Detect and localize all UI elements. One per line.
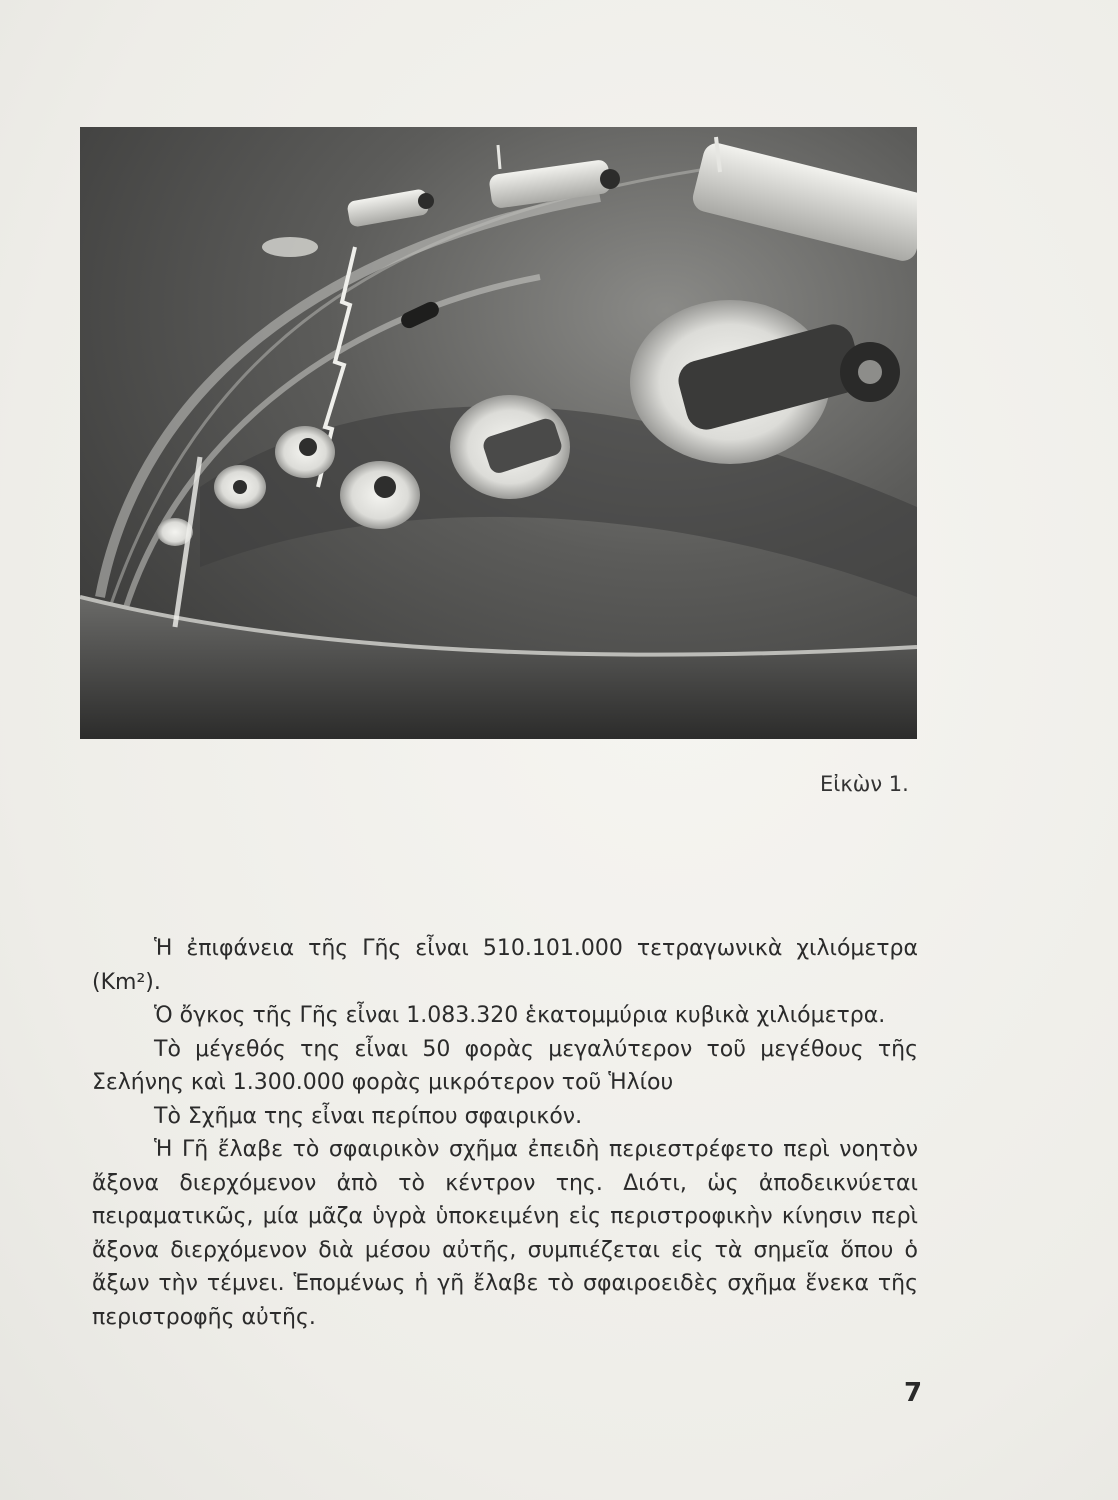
paragraph-rotation-explanation: Ἡ Γῆ ἔλαβε τὸ σφαιρικὸν σχῆμα ἐπειδὴ περιεστρέφετο περὶ νοητὸν ἄξονα διερχόμενον ἀπὸ τὸ κέντρον της. Διότι, ὡς ἀποδεικνύεται πειραματικῶς, μία μᾶζα ὑγρὰ ὑποκειμένη εἰς περιστροφικὴν κίνησιν περὶ ἄξονα διερχόμενον διὰ μέσου αὐτῆς, συμπιέζεται εἰς τὰ σημεῖα ὅπου ὁ ἄξων τὴν τέμνει. Ἑπομένως ἡ γῆ ἔλαβε τὸ σφαιροειδὲς σχῆμα ἕνεκα τῆς περιστροφῆς αὐτῆς. xyxy=(92,1137,918,1330)
body-text xyxy=(92,932,918,1334)
paragraph-shape: Τὸ Σχῆμα της εἶναι περίπου σφαιρικόν. xyxy=(154,1103,583,1129)
space-illustration xyxy=(80,127,917,739)
rocket-stages-drawing xyxy=(80,127,917,739)
paragraph-volume: Ὁ ὄγκος τῆς Γῆς εἶναι 1.083.320 ἑκατομμύρια κυβικὰ χιλιόμετρα. xyxy=(154,1003,886,1028)
paragraph-size-comparison: Τὸ μέγεθός της εἶναι 50 φορὰς μεγαλύτερον τοῦ μεγέθους τῆς Σελήνης καὶ 1.300.000 φορὰς μικρότερον τοῦ Ἡλίου xyxy=(92,1036,918,1095)
paragraph-surface-area: Ἡ ἐπιφάνεια τῆς Γῆς εἶναι 510.101.000 τετραγωνικὰ χιλιόμετρα (Km²). xyxy=(92,936,918,995)
page-number: 7 xyxy=(904,1378,923,1408)
figure-caption: Εἰκὼν 1. xyxy=(820,772,909,796)
